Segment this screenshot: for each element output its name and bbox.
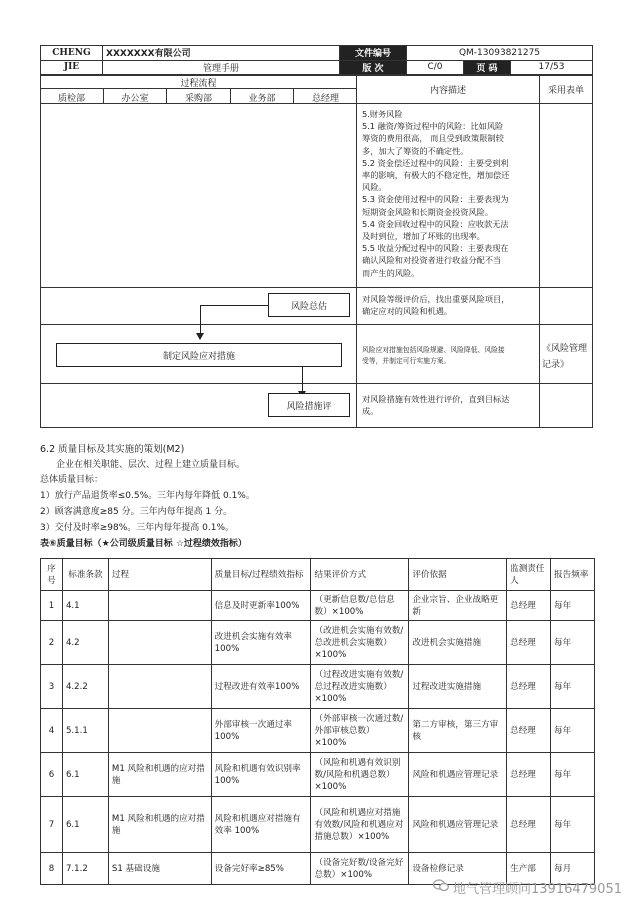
process-flow-table [40,75,593,428]
col-header: 质量目标/过程绩效指标 [211,559,311,591]
quality-goals-table [40,558,595,885]
col-header: 评价依据 [409,559,507,591]
col-header: 过程 [108,559,211,591]
table-row: 1 4.1 信息及时更新率100% （更新信息数/总信息数）×100% 企业宗旨、企业战略更新 总经理 每年 [41,591,595,621]
goal-item: 2）顾客满意度≥85 分。三年内每年提高 1 分。 [40,507,233,517]
risk-measure-eval-box: 风险措施评 [268,393,350,417]
form-header: 采用表单 [547,86,584,96]
arrow-down-icon [196,333,204,340]
table-row: 6 6.1 M1 风险和机遇的应对措施 风险和机遇有效识别率 100% （风险和机遇有效识别数/风险和机遇总数）×100% 风险和机遇应管理记录 总经理 每年 [41,753,595,797]
col-header: 标准条款 [62,559,108,591]
dept-business: 业务部 [248,94,276,104]
connector-line [200,305,268,306]
risk-assessment-desc: 对风险等级评价后，找出重要风险项目， 确定应对的风险和机遇。 [362,294,510,317]
page-number: 17/53 [511,60,593,75]
process-header: 过程流程 [180,79,217,89]
table-row: 2 4.2 改进机会实施有效率100% （改进机会实施有效数/总改进机会实施数）×100% 改进机会实施措施 总经理 每年 [41,621,595,665]
col-header: 序号 [41,559,63,591]
risk-response-desc: 风险应对措施包括风险规避、风险降低、风险接 受等，并制定可行实施方案。 [362,346,505,365]
goal-item: 3）交付及时率≥98%。三年内每年提高 0.1%。 [40,523,234,533]
page-label: 页 码 [464,60,511,75]
table-row: 3 4.2.2 过程改进有效率100% （过程改进实施有效数/总过程改进实施数）×100% 过程改进实施措施 总经理 每年 [41,665,595,709]
table-row: 8 7.1.2 S1 基础设施 设备完好率≥85% （设备完好数/设备完好总数）×100% 设备检修记录 生产部 每月 [41,853,595,885]
version-label: 版 次 [340,60,407,75]
document-header [40,45,593,75]
overall-goals-label: 总体质量目标： [40,475,104,485]
logo-line1: CHENG [41,46,103,61]
wechat-icon [433,879,449,896]
content-header: 内容描述 [429,86,466,96]
table-row: 7 6.1 M1 风险和机遇的应对措施 风险和机遇应对措施有效率 100% （风险和机遇应对措施有效数/风险和机遇应对措施总数）×100% 风险和机遇应管理记录 总经理 每年 [41,797,595,853]
col-header: 结果评价方式 [311,559,409,591]
doc-no: QM-13093821275 [407,46,593,61]
watermark-text: 地气管理顾问13916479051 [453,882,622,897]
risk-measure-eval-desc: 对风险措施有效性进行评价，直到目标达 成。 [362,394,510,417]
version: C/0 [407,60,464,75]
doc-no-label: 文件编号 [340,46,407,61]
table-row: 4 5.1.1 外部审核一次通过率100% （外部审核一次通过数/外部审核总数）×100% 第二方审核，第三方审核 总经理 每年 [41,709,595,753]
goal-item: 1）放行产品退货率≤0.5%。三年内每年降低 0.1%。 [40,491,255,501]
dept-office: 办公室 [121,94,149,104]
logo-line2: JIE [41,60,103,75]
dept-purchasing: 采购部 [184,94,212,104]
dept-quality: 质检部 [57,94,85,104]
connector-line [302,367,303,392]
watermark [433,878,622,897]
connector-line [200,305,201,333]
section-intro: 企业在相关职能、层次、过程上建立质量目标。 [56,460,246,470]
risk-record-form: 《风险管理 记录》 [542,344,588,370]
financial-risk-description: 5.财务风险 5.1 融资/筹资过程中的风险：比如风险 筹资的费用很高， 而且受到政策限制较 多，加大了筹资的不确定性。 5.2 资金偿还过程中的风险：主要受到利 率的影响，有极大的不稳定性，增加偿还 风险。 5.3 资金使用过程中的风险：主要表现为 短期资金风险和长期资金投资风险。 5.4 资金回收过程中的风险：应收款无法 及时到位，增加了坏账的出现率。 5.5 收益分配过程中的风险：主要表现在 确认风险和对投资者进行收益分配不当 而产生的风险。 [362,109,510,278]
risk-assessment-box: 风险总估 [268,293,350,317]
table-header-row [41,559,595,591]
manual-title: 管理手册 [103,60,340,75]
col-header: 监测责任人 [507,559,551,591]
section-heading: 6.2 质量目标及其实施的策划(M2) [40,444,185,455]
col-header: 报告频率 [551,559,595,591]
dept-gm: 总经理 [311,94,339,104]
table-caption: 表⑥质量目标（★公司级质量目标 ☆过程绩效指标） [40,539,247,549]
company-name: XXXXXXX有限公司 [103,46,340,61]
risk-response-box: 制定风险应对措施 [56,343,342,367]
